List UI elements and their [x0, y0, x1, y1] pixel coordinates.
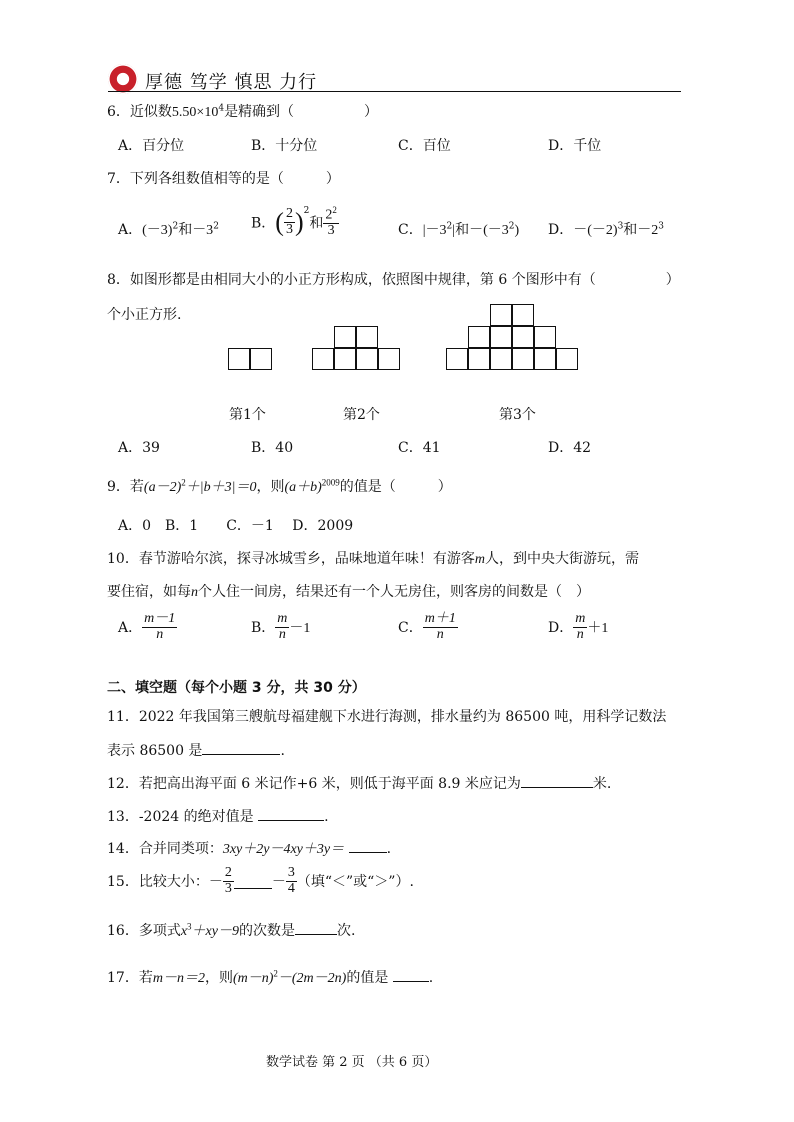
question-10-cont: 要住宿，如每n个人住一间房，结果还有一个人无房住，则客房的间数是（ ） — [107, 584, 590, 600]
figure-3-square — [490, 304, 512, 326]
figure-1-square — [228, 348, 250, 370]
answer-blank[interactable] — [521, 773, 593, 788]
figure-3-square — [534, 348, 556, 370]
answer-blank[interactable] — [202, 740, 280, 755]
figure-3-caption: 第3个 — [499, 407, 536, 423]
q8-option-b: B．40 — [251, 440, 294, 456]
question-14: 14．合并同类项：3xy＋2y－4xy＋3y＝ . — [107, 838, 391, 858]
figure-3-square — [490, 348, 512, 370]
question-17: 17．若m－n＝2，则$(m-n)^2-(2m-2n)$的值是 . — [107, 968, 434, 986]
answer-blank[interactable] — [393, 967, 429, 982]
question-13: 13．-2024 的绝对值是 . — [107, 806, 329, 826]
question-8: 8．如图形都是由相同大小的小正方形构成，依照图中规律，第 6 个图形中有（ ） — [107, 272, 680, 288]
figure-3-square — [446, 348, 468, 370]
question-15: 15．比较大小：－ $\frac{2}{3}$ － $\frac{3}{4}$ （填“＜”或“＞”）. — [107, 865, 414, 896]
figure-3-square — [468, 348, 490, 370]
q10-option-c: C． $\frac{m+1}{n}$ — [398, 611, 456, 642]
q6-stem-b: 是精确到（ ） — [224, 104, 379, 120]
q8-option-d: D．42 — [548, 440, 592, 456]
figure-2-square — [334, 348, 356, 370]
figure-3-square — [468, 326, 490, 348]
q6-stem-a: 6．近似数 — [107, 104, 172, 120]
figure-3-square — [490, 326, 512, 348]
question-12: 12．若把高出海平面 6 米记作+6 米，则低于海平面 8.9 米应记为 米. — [107, 773, 611, 793]
answer-blank[interactable] — [349, 838, 387, 853]
figure-2-caption: 第2个 — [343, 407, 380, 423]
q6-option-b: B．十分位 — [251, 138, 318, 154]
figure-2-square — [356, 348, 378, 370]
question-11: 11．2022 年我国第三艘航母福建舰下水进行海测，排水量约为 86500 吨，用科学记数法 — [107, 709, 667, 725]
figure-1-caption: 第1个 — [229, 407, 266, 423]
answer-blank[interactable] — [234, 874, 272, 889]
question-9: 9．若$(a-2)^2+|b+3|=0$，则$(a+b)^{2009}$的值是（ ） — [107, 477, 452, 495]
question-8-cont: 个小正方形. — [107, 307, 182, 323]
q8-option-c: C．41 — [398, 440, 441, 456]
header-divider — [108, 91, 681, 92]
figure-3-square — [512, 348, 534, 370]
q6-option-d: D．千位 — [548, 138, 602, 154]
q10-option-b: B． $\frac{m}{n}$ －1 — [251, 611, 311, 642]
q7-option-d: D．$-(-2)^3$和$-2^3$ — [548, 221, 665, 238]
figure-3-square — [512, 326, 534, 348]
q10-option-d: D． $\frac{m}{n}$ ＋1 — [548, 611, 609, 642]
figure-2-square — [378, 348, 400, 370]
figure-3-square — [512, 304, 534, 326]
question-6 — [107, 101, 378, 121]
q6-option-c: C．百位 — [398, 138, 451, 154]
figure-2-square — [312, 348, 334, 370]
question-16: 16．多项式$x^3+xy-9$的次数是 次. — [107, 921, 356, 939]
answer-blank[interactable] — [258, 806, 324, 821]
figure-2-square — [334, 326, 356, 348]
page-footer: 数学试卷 第 2 页 （共 6 页） — [266, 1055, 438, 1070]
school-logo — [108, 64, 138, 94]
school-motto: 厚德 笃学 慎思 力行 — [145, 72, 318, 93]
q6-option-a: A．百分位 — [118, 138, 185, 154]
question-7: 7．下列各组数值相等的是（ ） — [107, 171, 340, 187]
question-11-cont: 表示 86500 是 . — [107, 740, 285, 760]
figure-3-square — [556, 348, 578, 370]
square-pattern-figure — [228, 302, 588, 402]
q7-option-a: A．$(-3)^2$和$-3^2$ — [118, 221, 219, 238]
q7-option-c: C．$|-3^2|$和$-(-3^2)$ — [398, 221, 520, 238]
q10-option-a: A． $\frac{m-1}{n}$ — [118, 611, 176, 642]
question-10: 10．春节游哈尔滨，探寻冰城雪乡，品味地道年味！有游客m人，到中央大街游玩，需 — [107, 551, 639, 567]
figure-2-square — [356, 326, 378, 348]
q9-options: A．0 B．1 C．－1 D．2009 — [118, 518, 354, 534]
answer-blank[interactable] — [295, 920, 337, 935]
q7-option-b: B．( $\frac{2}{3}$ )$^2$和 $\frac{2^2}{3}$ — [251, 205, 337, 239]
figure-1-square — [250, 348, 272, 370]
section-title-fill-in: 二、填空题（每个小题 3 分，共 30 分） — [107, 680, 366, 696]
q6-number: 5.50×10 — [171, 105, 219, 120]
q6-exponent: 4 — [218, 103, 225, 114]
figure-3-square — [534, 326, 556, 348]
q8-option-a: A．39 — [118, 440, 160, 456]
